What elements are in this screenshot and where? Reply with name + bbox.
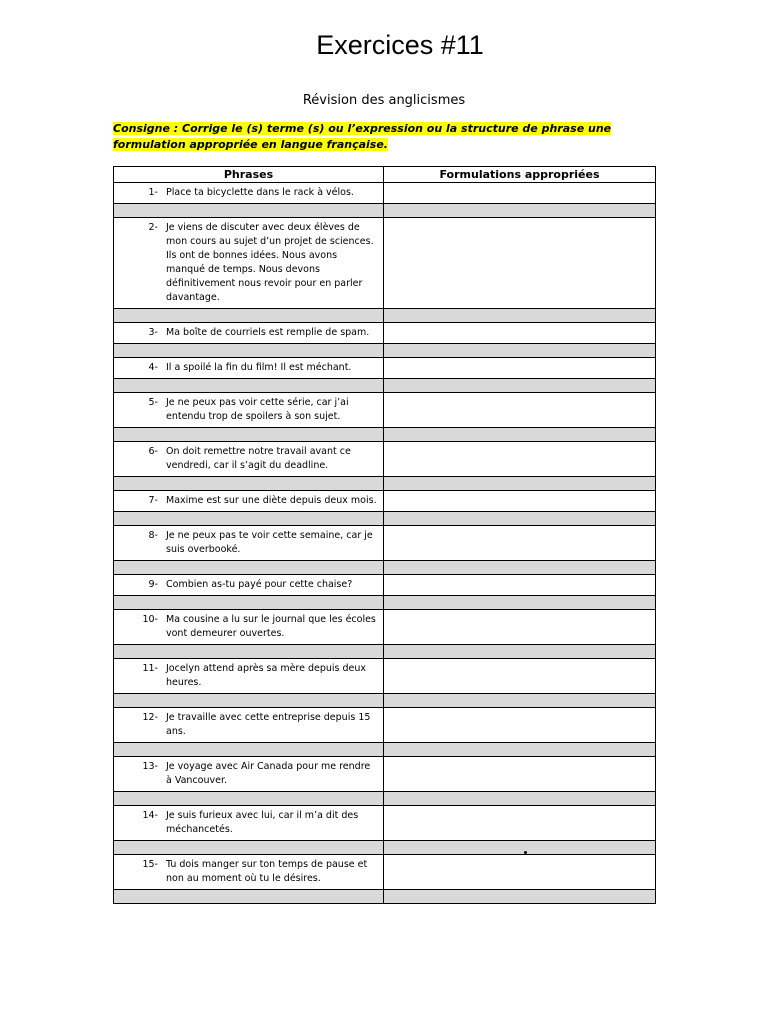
phrase-text: Place ta bicyclette dans le rack à vélos. [166, 187, 354, 198]
answer-cell[interactable] [384, 358, 656, 379]
phrase-text: Je suis furieux avec lui, car il m’a dit des méchancetés. [166, 810, 359, 835]
item-number: 3- [148, 327, 158, 338]
spacer-row [114, 428, 656, 442]
page-title: Exercices #11 [316, 30, 484, 60]
spacer-cell [384, 309, 656, 323]
answer-cell[interactable] [384, 218, 656, 309]
spacer-cell [384, 792, 656, 806]
phrase-text: Il a spoilé la fin du film! Il est méchant. [166, 362, 352, 373]
page-subtitle: Révision des anglicismes [302, 93, 466, 108]
phrase-text: Ma boîte de courriels est remplie de spam. [166, 327, 370, 338]
item-number: 14- [142, 810, 158, 821]
spacer-cell [114, 743, 384, 757]
spacer-cell [384, 694, 656, 708]
spacer-row [114, 841, 656, 855]
spacer-cell [384, 596, 656, 610]
spacer-row [114, 477, 656, 491]
phrase-cell [114, 610, 384, 645]
phrase-cell [114, 323, 384, 344]
phrase-text: Jocelyn attend après sa mère depuis deux heures. [166, 663, 367, 688]
table-row [114, 491, 656, 512]
table-row [114, 806, 656, 841]
item-number: 15- [142, 859, 158, 870]
phrase-cell [114, 442, 384, 477]
answer-cell[interactable] [384, 806, 656, 841]
spacer-row [114, 890, 656, 904]
spacer-cell [384, 645, 656, 659]
phrase-cell [114, 526, 384, 561]
spacer-row [114, 792, 656, 806]
spacer-row [114, 344, 656, 358]
answer-cell[interactable] [384, 855, 656, 890]
spacer-cell [114, 344, 384, 358]
phrase-cell [114, 659, 384, 694]
phrase-cell [114, 708, 384, 743]
instruction-highlight: Consigne : Corrige le (s) terme (s) ou l’expression ou la structure de phrase une formulation appropriée en langue française. [113, 122, 612, 151]
answer-cell[interactable] [384, 393, 656, 428]
spacer-row [114, 694, 656, 708]
spacer-cell [114, 561, 384, 575]
table-row [114, 218, 656, 309]
table-row [114, 708, 656, 743]
item-number: 13- [142, 761, 158, 772]
exercise-table [113, 166, 656, 904]
spacer-cell [384, 512, 656, 526]
table-row [114, 855, 656, 890]
item-number: 11- [142, 663, 158, 674]
spacer-cell [384, 379, 656, 393]
item-number: 9- [148, 579, 158, 590]
phrase-cell [114, 757, 384, 792]
item-number: 7- [148, 495, 158, 506]
phrase-text: Je ne peux pas voir cette série, car j’ai entendu trop de spoilers à son sujet. [166, 397, 349, 422]
answer-cell[interactable] [384, 491, 656, 512]
phrase-cell [114, 575, 384, 596]
item-number: 1- [148, 187, 158, 198]
table-row [114, 323, 656, 344]
table-row [114, 526, 656, 561]
spacer-cell [384, 477, 656, 491]
spacer-cell [114, 428, 384, 442]
spacer-cell [384, 204, 656, 218]
answer-cell[interactable] [384, 526, 656, 561]
header-formulations: Formulations appropriées [384, 167, 656, 183]
phrase-text: Tu dois manger sur ton temps de pause et non au moment où tu le désires. [166, 859, 368, 884]
header-phrases: Phrases [114, 167, 384, 183]
item-number: 10- [142, 614, 158, 625]
table-row [114, 358, 656, 379]
phrase-cell [114, 806, 384, 841]
table-row [114, 575, 656, 596]
phrase-text: Je ne peux pas te voir cette semaine, car je suis overbooké. [166, 530, 373, 555]
answer-cell[interactable] [384, 659, 656, 694]
spacer-row [114, 379, 656, 393]
stray-dot [524, 851, 527, 854]
table-body [114, 183, 656, 904]
spacer-cell [114, 596, 384, 610]
spacer-cell [384, 344, 656, 358]
spacer-cell [114, 309, 384, 323]
spacer-row [114, 512, 656, 526]
item-number: 12- [142, 712, 158, 723]
phrase-cell [114, 855, 384, 890]
spacer-cell [114, 841, 384, 855]
instruction-text [113, 121, 673, 153]
phrase-cell [114, 491, 384, 512]
item-number: 8- [148, 530, 158, 541]
answer-cell[interactable] [384, 610, 656, 645]
phrase-cell [114, 393, 384, 428]
table-row [114, 757, 656, 792]
answer-cell[interactable] [384, 323, 656, 344]
spacer-cell [384, 743, 656, 757]
phrase-text: On doit remettre notre travail avant ce vendredi, car il s’agit du deadline. [166, 446, 351, 471]
item-number: 6- [148, 446, 158, 457]
table-row [114, 183, 656, 204]
phrase-cell [114, 218, 384, 309]
table-row [114, 393, 656, 428]
phrase-text: Maxime est sur une diète depuis deux mois. [166, 495, 377, 506]
spacer-cell [114, 512, 384, 526]
table-row [114, 610, 656, 645]
item-number: 5- [148, 397, 158, 408]
spacer-cell [114, 204, 384, 218]
phrase-cell [114, 358, 384, 379]
phrase-text: Je voyage avec Air Canada pour me rendre à Vancouver. [166, 761, 371, 786]
phrase-text: Ma cousine a lu sur le journal que les écoles vont demeurer ouvertes. [166, 614, 376, 639]
answer-cell[interactable] [384, 708, 656, 743]
spacer-row [114, 204, 656, 218]
spacer-cell [114, 792, 384, 806]
phrase-text: Je travaille avec cette entreprise depuis 15 ans. [166, 712, 371, 737]
spacer-cell [114, 477, 384, 491]
spacer-cell [114, 694, 384, 708]
answer-cell[interactable] [384, 183, 656, 204]
spacer-cell [384, 561, 656, 575]
table-row [114, 659, 656, 694]
phrase-text: Combien as-tu payé pour cette chaise? [166, 579, 353, 590]
spacer-cell [114, 645, 384, 659]
spacer-row [114, 561, 656, 575]
spacer-row [114, 743, 656, 757]
answer-cell[interactable] [384, 757, 656, 792]
answer-cell[interactable] [384, 442, 656, 477]
item-number: 2- [148, 222, 158, 233]
spacer-cell [384, 890, 656, 904]
spacer-cell [384, 841, 656, 855]
spacer-cell [114, 890, 384, 904]
spacer-row [114, 645, 656, 659]
spacer-row [114, 596, 656, 610]
item-number: 4- [148, 362, 158, 373]
spacer-row [114, 309, 656, 323]
table-header-row [114, 167, 656, 183]
spacer-cell [384, 428, 656, 442]
phrase-cell [114, 183, 384, 204]
answer-cell[interactable] [384, 575, 656, 596]
spacer-cell [114, 379, 384, 393]
phrase-text: Je viens de discuter avec deux élèves de mon cours au sujet d’un projet de sciences. Ils ont de bonnes idées. Nous avons manqué de temps. Nous devons définitivement nous revoir pour en parler davantage. [166, 222, 374, 303]
table-row [114, 442, 656, 477]
